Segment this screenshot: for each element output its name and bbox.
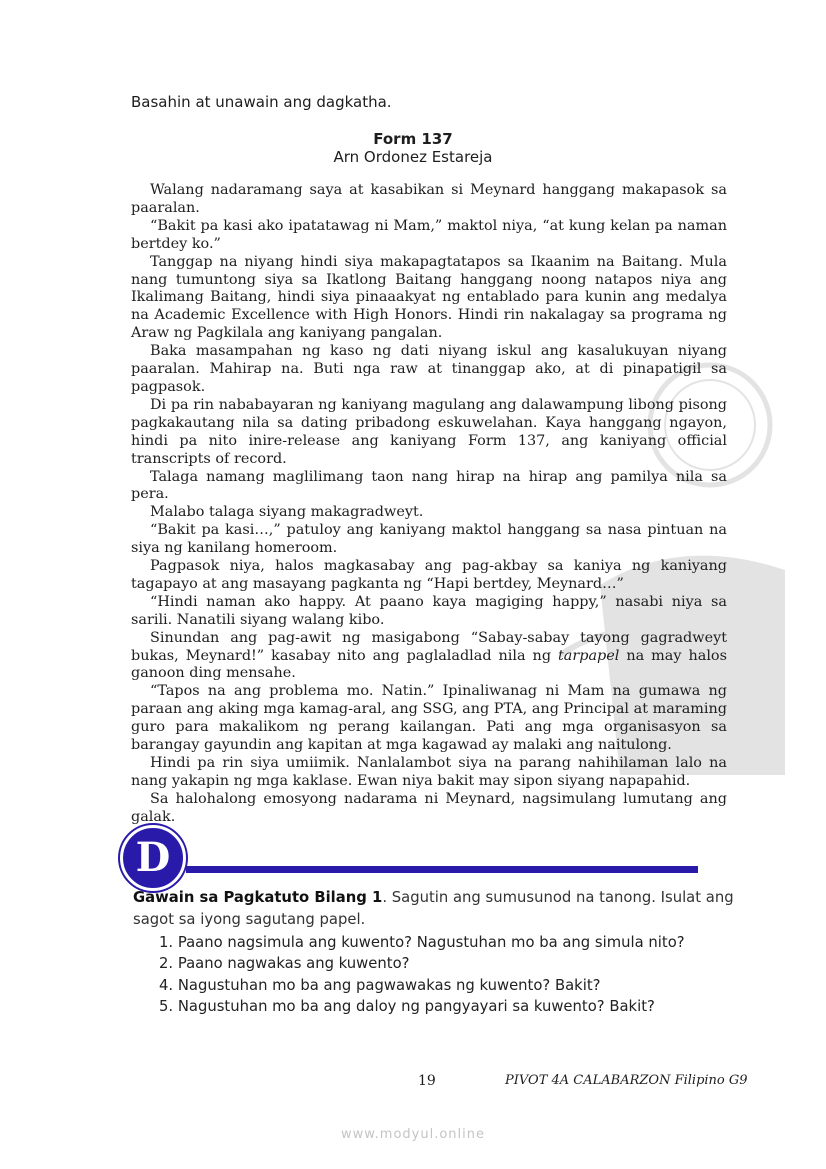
question-list: [159, 932, 685, 1017]
section-divider-bar: [186, 866, 698, 873]
story-body: [131, 182, 727, 827]
story-paragraph: Tanggap na niyang hindi siya makapagtatapos sa Ikaanim na Baitang. Mula nang tumuntong siya sa Ikatlong Baitang hanggang noong natapos niya ang Ikalimang Baitang, hindi siya pinaaakyat ng entablado para kunin ang medalya na Academic Excellence with High Honors. Hindi rin nakalagay sa programa ng Araw ng Pagkilala ang kaniyang pangalan.: [131, 253, 727, 342]
story-paragraph: Sinundan ang pag-awit ng masigabong “Sabay-sabay tayong gagradweyt bukas, Meynard!” kasabay nito ang paglaladlad nila ng tarpapel na may halos ganoon ding mensahe.: [131, 629, 727, 682]
story-paragraph: “Hindi naman ako happy. At paano kaya magiging happy,” nasabi niya sa sarili. Nanatili siyang walang kibo.: [131, 593, 727, 628]
question-item: 1. Paano nagsimula ang kuwento? Nagustuhan mo ba ang simula nito?: [159, 934, 685, 951]
story-paragraph: “Tapos na ang problema mo. Natin.” Ipinaliwanag ni Mam na gumawa ng paraan ang aking mga kamag-aral, ang SSG, ang PTA, ang Principal at maraming guro para makalikom ng perang kailangan. Pati ang mga organisasyon sa barangay gayundin ang kapitan at mga kagawad ay malaki ang naitulong.: [131, 683, 727, 754]
activity-heading: Gawain sa Pagkatuto Bilang 1: [133, 889, 383, 906]
publication-label: PIVOT 4A CALABARZON Filipino G9: [505, 1073, 748, 1088]
story-paragraph: Malabo talaga siyang makagradweyt.: [150, 504, 424, 521]
story-paragraph: Sa halohalong emosyong nadarama ni Meynard, nagsimulang lumutang ang galak.: [131, 790, 727, 825]
reading-instruction: Basahin at unawain ang dagkatha.: [131, 93, 392, 111]
activity-instructions: [133, 887, 743, 931]
page-number: 19: [418, 1073, 436, 1089]
activity-instruction-text: . Sagutin ang sumusunod na tanong. Isulat ang sagot sa iyong sagutang papel.: [133, 889, 734, 928]
story-paragraph: Pagpasok niya, halos magkasabay ang pag-akbay sa kaniya ng kaniyang tagapayo at ang masayang pagkanta ng “Hapi bertdey, Meynard…”: [131, 558, 727, 592]
website-watermark: www.modyul.online: [340, 1127, 486, 1142]
story-paragraph: “Bakit pa kasi ako ipatatawag ni Mam,” maktol niya, “at kung kelan pa naman bertdey ko.”: [131, 217, 727, 252]
section-letter-badge: D: [120, 825, 186, 891]
story-paragraph: Hindi pa rin siya umiimik. Nanlalambot siya na parang nahihilaman lalo na nang yakapin ng mga kaklase. Ewan niya bakit may sipon siyang napapahid.: [131, 755, 727, 789]
story-paragraph: Di pa rin nababayaran ng kaniyang magulang ang dalawampung libong pisong pagkakautang nila sa dating pribadong eskuwelahan. Kaya hanggang ngayon, hindi pa nito inire-release ang kaniyang Form 137, ang kaniyang official transcripts of record.: [131, 396, 727, 467]
question-item: 5. Nagustuhan mo ba ang daloy ng pangyayari sa kuwento? Bakit?: [159, 997, 655, 1015]
story-paragraph: “Bakit pa kasi…,” patuloy ang kaniyang maktol hanggang sa nasa pintuan na siya ng kanilang homeroom.: [131, 522, 727, 557]
question-item: 2. Paano nagwakas ang kuwento?: [159, 955, 410, 973]
story-paragraph: Baka masampahan ng kaso ng dati niyang iskul ang kasalukuyan niyang paaralan. Mahirap na. Buti nga raw at tinanggap ako, at di pinapatigil sa pagpasok.: [131, 343, 727, 395]
story-title: Form 137: [373, 130, 453, 148]
story-author: Arn Ordonez Estareja: [333, 148, 493, 166]
question-item: 4. Nagustuhan mo ba ang pagwawakas ng kuwento? Bakit?: [159, 976, 601, 994]
story-paragraph: Walang nadaramang saya at kasabikan si Meynard hanggang makapasok sa paaralan.: [131, 182, 727, 216]
story-paragraph: Talaga namang maglilimang taon nang hirap na hirap ang pamilya nila sa pera.: [131, 468, 727, 503]
